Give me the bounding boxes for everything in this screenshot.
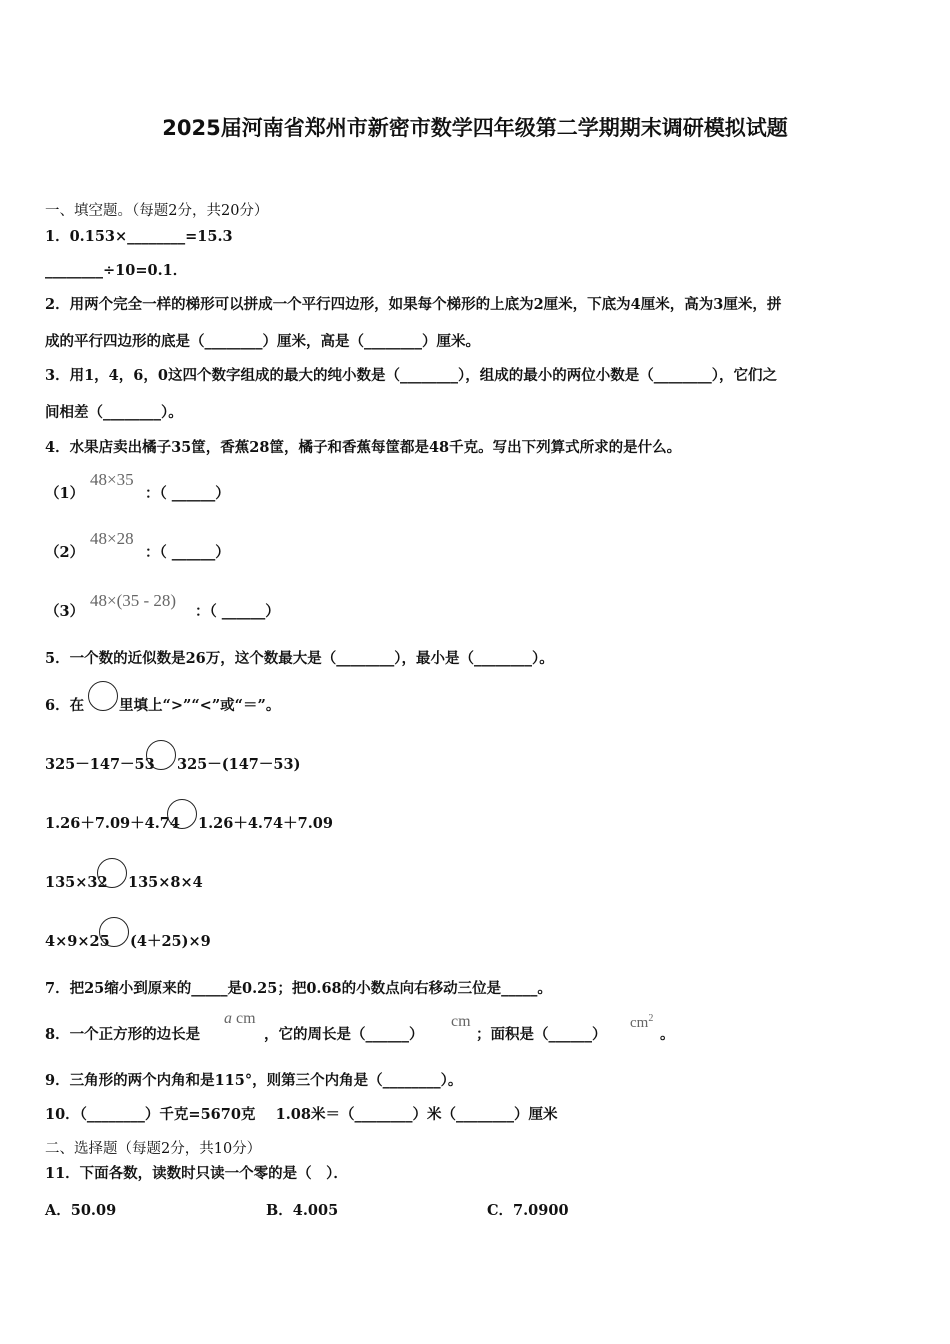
q6-row1-left: 325－147－53 <box>45 756 155 773</box>
q8-area-sup: 2 <box>648 1013 654 1024</box>
q3-line2: 间相差（________）。 <box>45 404 183 421</box>
q6-row1-right: 325－(147－53) <box>177 756 301 773</box>
q8-area-unit <box>630 1013 653 1032</box>
q1-line1: 1．0.153×________=15.3 <box>45 228 233 245</box>
q4-item1-formula: 48×35 <box>90 470 134 489</box>
q4-item3-answer: ：（ ______） <box>195 603 280 620</box>
page-title: 2025届河南省郑州市新密市数学四年级第二学期期末调研模拟试题 <box>162 116 788 140</box>
q4-item1-answer: ：（ ______） <box>145 485 230 502</box>
q8-side-var: a <box>224 1010 232 1027</box>
q8-part3: ；面积是（______） <box>476 1026 607 1043</box>
compare-circle-row4[interactable] <box>99 917 129 947</box>
q8-part2: ，它的周长是（______） <box>264 1026 424 1043</box>
compare-circle-row1[interactable] <box>146 740 176 770</box>
q6-prefix: 6．在 <box>45 697 85 714</box>
q4-item2-answer: ：（ ______） <box>145 544 230 561</box>
compare-circle-row3[interactable] <box>97 858 127 888</box>
q6-suffix: 里填上“>”“<”或“＝”。 <box>119 697 281 714</box>
q4-item3-label: （3） <box>45 603 85 620</box>
compare-circle <box>88 681 118 711</box>
q8-perimeter-unit: cm <box>451 1013 471 1030</box>
q8-part1: 8．一个正方形的边长是 <box>45 1026 201 1043</box>
q6-row2-left: 1.26＋7.09＋4.74 <box>45 815 180 832</box>
q11-stem: 11．下面各数，读数时只读一个零的是（ ）． <box>45 1165 348 1182</box>
q8-side-cm: cm <box>232 1010 256 1027</box>
section2-heading: 二、选择题（每题2分，共10分） <box>45 1141 262 1157</box>
q4-item2-label: （2） <box>45 544 85 561</box>
q9-text: 9．三角形的两个内角和是115°，则第三个内角是（________）。 <box>45 1072 463 1089</box>
q4-item3-formula: 48×(35 - 28) <box>90 591 177 610</box>
q6-row3-left: 135×32 <box>45 874 108 891</box>
q6-row2-right: 1.26＋4.74＋7.09 <box>198 815 333 832</box>
q6-row3-right: 135×8×4 <box>128 874 203 891</box>
q10-text: 10．（________）千克=5670克 1.08米＝（________）米（________）厘米 <box>45 1106 558 1123</box>
compare-circle-row2[interactable] <box>167 799 197 829</box>
q8-area-cm: cm <box>630 1015 649 1031</box>
q1-line2: ________÷10=0.1． <box>45 262 188 279</box>
q11-option-a[interactable]: A．50.09 <box>45 1202 117 1219</box>
q6-row4-left: 4×9×25 <box>45 933 110 950</box>
q7-text: 7．把25缩小到原来的_____是0.25；把0.68的小数点向右移动三位是_____。 <box>45 980 552 997</box>
q3-line1: 3．用1，4，6，0这四个数字组成的最大的纯小数是（________），组成的最小的两位小数是（________），它们之 <box>45 367 777 384</box>
q5-text: 5．一个数的近似数是26万，这个数最大是（________），最小是（________）。 <box>45 650 554 667</box>
q8-side-unit <box>224 1010 256 1028</box>
q4-item1-label: （1） <box>45 485 85 502</box>
q11-option-b[interactable]: B．4.005 <box>266 1202 339 1219</box>
q2-line1: 2．用两个完全一样的梯形可以拼成一个平行四边形，如果每个梯形的上底为2厘米，下底为4厘米，高为3厘米，拼 <box>45 296 782 313</box>
q8-end: 。 <box>660 1026 675 1043</box>
q4-item2-formula: 48×28 <box>90 529 134 548</box>
q4-stem: 4．水果店卖出橘子35筐，香蕉28筐，橘子和香蕉每筐都是48千克。写出下列算式所求的是什么。 <box>45 439 682 456</box>
section1-heading: 一、填空题。（每题2分，共20分） <box>45 203 269 219</box>
q11-option-c[interactable]: C．7.0900 <box>487 1202 569 1219</box>
q2-line2: 成的平行四边形的底是（________）厘米，高是（________）厘米。 <box>45 333 480 350</box>
q6-row4-right: (4＋25)×9 <box>130 933 211 950</box>
